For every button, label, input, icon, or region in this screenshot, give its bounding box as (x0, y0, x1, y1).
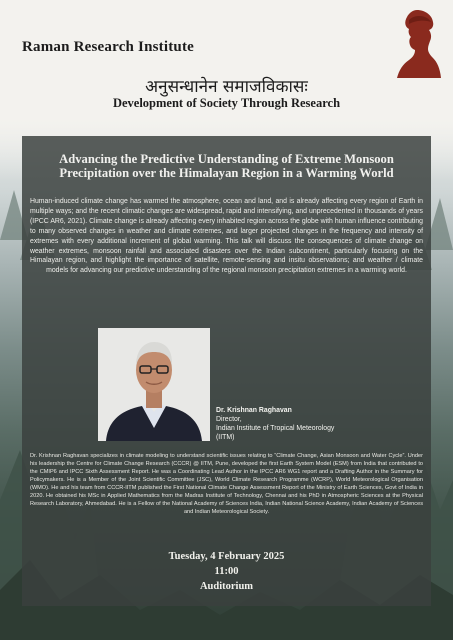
speaker-name: Dr. Krishnan Raghavan (216, 407, 292, 414)
talk-abstract: Human-induced climate change has warmed the atmosphere, ocean and land, and is already affecting every region of Earth in multiple ways; and the recent climatic changes are widespread, rapid and intensifying, and unprecedented in thousands of years (IPCC AR6, 2021). Climate change is already affecting every inhabited region across the globe with human influence contributing to many observed changes in weather and climate extremes, and larger projected changes in the frequency and intensity of extremes with every additional increment of global warming. This talk will discuss the consequences of climate change on weather extremes, monsoon rainfall and associated disasters over the Indian subcontinent, particularly focusing on the Himalayan region, and highlight the importance of satellite, remote-sensing and insitu observations; and weather / climate models for advancing our predictive understanding of the regional monsoon precipitation extremes in a warming world. (30, 198, 423, 275)
institute-name: Raman Research Institute (22, 39, 195, 55)
event-date: Tuesday, 4 February 2025 (168, 551, 285, 562)
speaker-institute: Indian Institute of Tropical Meteorology (216, 424, 335, 432)
speaker-bio: Dr. Krishnan Raghavan specializes in climate modeling to understand scientific issues relating to “Climate Change, Asian Monsoon and Water Cycle”. Under his leadership the Centre for Climate Change Research (CCCR) @ IITM, Pune, developed the first Earth System Model (ESM) from India that contributed to the CMIP6 and IPCC Sixth Assessment Report. He was a Coordinating Lead Author in the IPCC AR6 WG1 report and a Drafting Author in the Summary for Policymakers. He is a Member of the Joint Scientific Committee (JSC), World Climate Research Programme (WCRP), World Meteorological Organisation (WMO). He and his team from CCCR-IITM published the First National Climate Change Assessment Report of the Ministry of Earth Sciences, Govt of India in 2020. He obtained his MSc in Applied Mathematics from the Madras Institute of Technology, Chennai and his PhD in Atmospheric Sciences at the Physical Research Laboratory, Ahmedabad. He is a Fellow of the National Academy of Sciences India, Indian National Science Academy, Indian Academy of Sciences and Indian Meteorological Society. (30, 453, 423, 516)
speaker-institute-abbr: (IITM) (216, 433, 235, 441)
speaker-role: Director, (216, 415, 242, 423)
speaker-photo (98, 328, 210, 441)
talk-title: Advancing the Predictive Understanding of Extreme Monsoon Precipitation over the Himalayan Region in a Warming World (59, 152, 394, 180)
event-time: 11:00 (214, 566, 239, 577)
motto-english: Development of Society Through Research (112, 96, 341, 110)
motto-hindi: अनुसन्धानेन समाजविकासः (145, 77, 308, 97)
speaker-info (216, 407, 334, 443)
raman-portrait-silhouette-icon (395, 8, 443, 80)
event-venue: Auditorium (199, 581, 254, 592)
